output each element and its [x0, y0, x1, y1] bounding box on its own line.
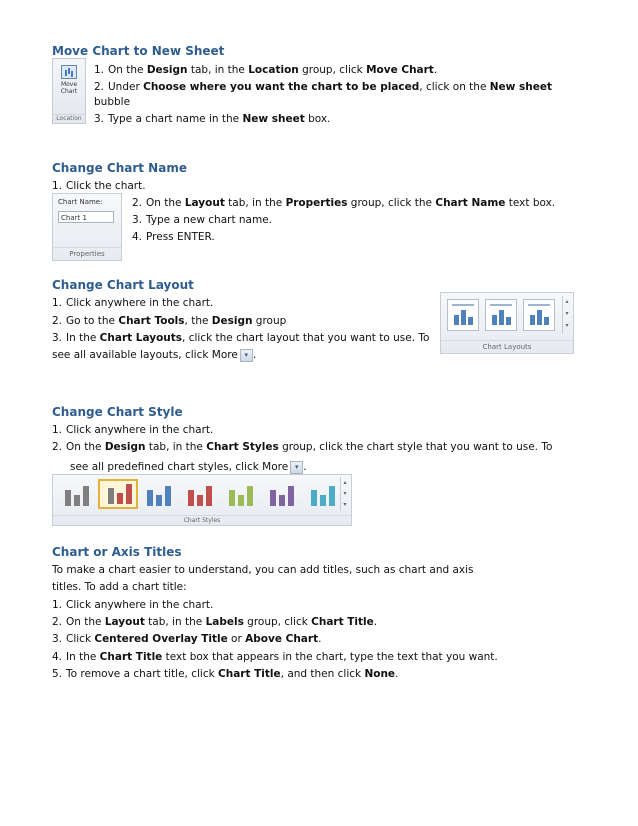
- section-heading-move-chart: Move Chart to New Sheet: [52, 44, 225, 58]
- step-titles-4: 4. In the Chart Title text box that appears in the chart, type the text that you want.: [52, 651, 498, 663]
- properties-ribbon-group: [52, 193, 122, 261]
- chart-style-bar: [117, 493, 123, 504]
- step-name-3: 3. Type a new chart name.: [132, 214, 273, 226]
- titles-paragraph-line-2: titles. To add a chart title:: [52, 581, 187, 593]
- gallery-scroll-icon[interactable]: ▴ ▾ ▾: [562, 296, 571, 334]
- step-titles-1: 1. Click anywhere in the chart.: [52, 599, 214, 611]
- chart-layout-thumb[interactable]: [447, 299, 479, 331]
- chart-style-bar: [197, 495, 203, 506]
- move-chart-icon: [61, 65, 77, 79]
- chart-style-swatch[interactable]: [139, 479, 179, 509]
- ribbon-group-properties: Properties: [53, 247, 121, 258]
- chart-style-bar: [270, 490, 276, 506]
- chart-style-bar: [65, 490, 71, 506]
- section-heading-chart-name: Change Chart Name: [52, 161, 187, 175]
- step-style-2: 2. On the Design tab, in the Chart Styles group, click the chart style that you want to use. To: [52, 441, 553, 453]
- chart-styles-gallery: [52, 474, 352, 526]
- ribbon-label-move: Move: [60, 81, 78, 88]
- chart-style-bar: [147, 490, 153, 506]
- ribbon-group-chart-styles: Chart Styles: [53, 515, 351, 524]
- step-titles-3: 3. Click Centered Overlay Title or Above Chart.: [52, 633, 322, 645]
- chart-layouts-gallery: [440, 292, 574, 354]
- chart-style-swatch[interactable]: [303, 479, 343, 509]
- chart-name-input[interactable]: Chart 1: [58, 211, 114, 223]
- chart-style-bar: [229, 490, 235, 506]
- chart-style-bar: [188, 490, 194, 506]
- step-move-1: 1. On the Design tab, in the Location group, click Move Chart.: [94, 64, 438, 76]
- chart-style-bar: [156, 495, 162, 506]
- chart-style-bar: [238, 495, 244, 506]
- step-layout-3-cont: see all available layouts, click More ▾ .: [52, 349, 257, 361]
- chart-style-bar: [311, 490, 317, 506]
- chart-style-swatch[interactable]: [221, 479, 261, 509]
- more-dropdown-icon[interactable]: ▾: [290, 461, 303, 474]
- step-move-3: 3. Type a chart name in the New sheet box.: [94, 113, 331, 125]
- step-move-2-cont: bubble: [94, 96, 131, 108]
- more-dropdown-icon[interactable]: ▾: [240, 349, 253, 362]
- chart-style-bar: [206, 486, 212, 506]
- chart-style-bar: [126, 484, 132, 504]
- step-move-2: 2. Under Choose where you want the chart to be placed, click on the New sheet: [94, 81, 553, 93]
- chart-style-bar: [329, 486, 335, 506]
- step-layout-1: 1. Click anywhere in the chart.: [52, 297, 214, 309]
- chart-style-swatch[interactable]: [262, 479, 302, 509]
- chart-style-bar: [74, 495, 80, 506]
- chart-style-bar: [320, 495, 326, 506]
- ribbon-group-location: Location: [53, 114, 85, 122]
- step-style-1: 1. Click anywhere in the chart.: [52, 424, 214, 436]
- gallery-scroll-icon[interactable]: ▴ ▾ ▾: [340, 477, 349, 511]
- step-name-1: 1. Click the chart.: [52, 180, 146, 192]
- step-layout-3: 3. In the Chart Layouts, click the chart layout that you want to use. To: [52, 332, 430, 344]
- chart-layout-thumb[interactable]: [485, 299, 517, 331]
- chart-style-bar: [247, 486, 253, 506]
- chart-style-bar: [165, 486, 171, 506]
- step-titles-2: 2. On the Layout tab, in the Labels group, click Chart Title.: [52, 616, 378, 628]
- step-name-4: 4. Press ENTER.: [132, 231, 215, 243]
- chart-style-bar: [288, 486, 294, 506]
- move-chart-ribbon-button[interactable]: [52, 58, 86, 124]
- chart-style-bar: [83, 486, 89, 506]
- chart-style-swatch[interactable]: [57, 479, 97, 509]
- step-titles-5: 5. To remove a chart title, click Chart Title, and then click None.: [52, 668, 399, 680]
- chart-layout-thumb[interactable]: [523, 299, 555, 331]
- chart-style-bar: [108, 488, 114, 504]
- step-style-2-cont: see all predefined chart styles, click More ▾ .: [70, 461, 307, 473]
- ribbon-group-chart-layouts: Chart Layouts: [441, 340, 573, 351]
- step-layout-2: 2. Go to the Chart Tools, the Design group: [52, 315, 287, 327]
- chart-style-bar: [279, 495, 285, 506]
- ribbon-label-chart: Chart: [60, 88, 78, 95]
- chart-style-swatch[interactable]: [180, 479, 220, 509]
- chart-style-swatch[interactable]: [98, 479, 138, 509]
- step-name-2: 2. On the Layout tab, in the Properties group, click the Chart Name text box.: [132, 197, 556, 209]
- section-heading-chart-layout: Change Chart Layout: [52, 278, 194, 292]
- titles-paragraph-line-1: To make a chart easier to understand, you can add titles, such as chart and axis: [52, 564, 474, 576]
- section-heading-chart-titles: Chart or Axis Titles: [52, 545, 182, 559]
- chart-name-caption: Chart Name:: [58, 198, 103, 206]
- section-heading-chart-style: Change Chart Style: [52, 405, 183, 419]
